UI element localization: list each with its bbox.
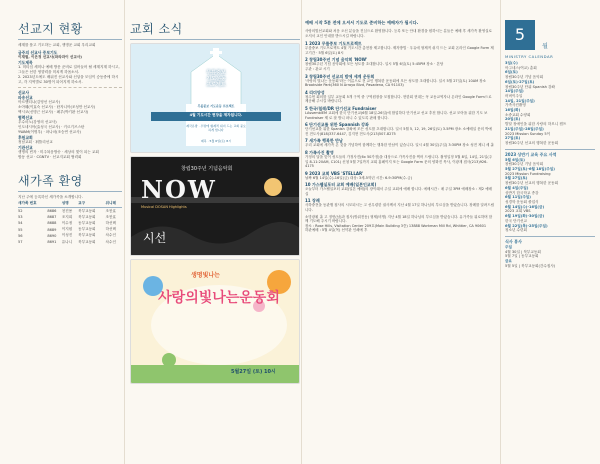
announcement-title: 1 2023 무릎중보 기도프로젝트 bbox=[305, 41, 362, 47]
mission-intro: 세계를 품고 기도하는 교회, 생명운 교회 우리교회 bbox=[18, 43, 96, 47]
announcement-item bbox=[305, 74, 495, 88]
announcement-body: 가정의 달을 맞이 성도들의 가정사진(6x 50가정)을 대상으로 가족사진을 찍어 드립니다. 촬영일정 5월 8일, 14일, 21일(주일 8-11:20AM, C101) 신청 5월 7일까지 교회 홈페이지 또는 Google Form 문의 양화진 목사, 이광재 집사(213)926-4175 bbox=[305, 154, 493, 169]
fold-line bbox=[124, 0, 125, 464]
table-cell: 동부교동회 bbox=[78, 227, 96, 232]
table-cell: 하선택 bbox=[105, 220, 116, 225]
month-number: 5 bbox=[505, 20, 535, 50]
prayer-project-badge: 무릎중보 기도운동 프로젝트 bbox=[197, 104, 235, 108]
calendar-date: 6월 19일(화)-30일(금) bbox=[505, 214, 545, 219]
calendar-text: 창립30주년 단위 Spanish 강좌 bbox=[505, 84, 555, 89]
new-family-intro: 지난 주에 등록하신 새가족을 소개합니다. bbox=[18, 195, 83, 199]
sports-day-card bbox=[130, 259, 300, 384]
meal-list bbox=[505, 245, 595, 269]
concert-card bbox=[130, 156, 300, 256]
month-label: 월 bbox=[542, 43, 548, 50]
announcement-item bbox=[305, 90, 495, 104]
meal-title: 식사 봉사 bbox=[505, 236, 595, 245]
calendar-text: 한국 단기선교 bbox=[505, 218, 527, 223]
sports-day-subtitle: 생명빛나는 bbox=[191, 272, 220, 279]
calendar-entry bbox=[505, 176, 595, 185]
table-cell: 유나니 bbox=[61, 239, 73, 244]
calendar-date: 5월 27일(토)-6월 18일(주일) bbox=[505, 167, 555, 172]
announcement-body: '사랑의 빛나는 운동회'라는 이름으로 전 교인 행복한 운동회에 모든 성도를 초대합니다. 일시 5월 27일(토) 10AM 장소 Brookside Park(360 N Arroyo Blvd, Pasadena, CA 91103) bbox=[305, 78, 487, 88]
calendar-entry bbox=[505, 99, 595, 108]
education-title: 2023 상반기 교육 주요 사역 bbox=[505, 149, 595, 158]
new-family-title: 새가족 환영 bbox=[18, 172, 122, 192]
calendar-date: 금요 bbox=[505, 259, 512, 264]
calendar-text: 2023 Mission Fundraising bbox=[505, 171, 551, 176]
announcement-title: 4 리더양성 bbox=[305, 89, 325, 95]
announcement-title: 6 단기선교를 위한 Spannish 강좌 bbox=[305, 122, 369, 128]
calendar-list bbox=[505, 61, 595, 146]
announcement-item bbox=[305, 122, 495, 136]
calendar-entry bbox=[505, 186, 595, 195]
calendar-text: 4월 30일 | 북부교동회 5월 7일 | 동부교동회 bbox=[505, 249, 541, 259]
calendar-date: 3일(수) bbox=[505, 61, 518, 65]
table-cell: 북부교동회 bbox=[78, 214, 96, 219]
announcement-item bbox=[305, 57, 495, 71]
announcement-title: 9 2023 교회 VBS 'STELLAR' bbox=[305, 170, 364, 176]
church-news-title: 교회 소식 bbox=[130, 20, 300, 40]
concert-script: 시선 bbox=[143, 231, 167, 245]
announcement-title: 2 창립30주년 기념 음악회 'NOW' bbox=[305, 57, 368, 63]
calendar-date: 6일(토)·27일(토) bbox=[505, 79, 535, 84]
calendar-date: 27일(토) bbox=[505, 136, 521, 141]
announcements-column bbox=[305, 20, 495, 233]
calendar-date: 16일(화) bbox=[505, 108, 521, 113]
calendar-entry bbox=[505, 158, 595, 167]
announcement-body: 무릎중보 기도프로젝트 4월 기도시간 총현장 제고합니다. 제자방법 · 우유에 형제적 쉬지 드는 교회 온라인 Google Form 제고기간 · 5월 6일(토) 8시 bbox=[305, 46, 494, 55]
table-cell: 북부교동회 bbox=[78, 208, 96, 213]
education-list bbox=[505, 158, 595, 233]
table-cell: 56 bbox=[18, 233, 23, 238]
missions-label: 선교사 bbox=[18, 90, 30, 95]
region-text: 우수마노(강영의 선교사) 인도네시아(효성국 선교사) · 키르기즈스탄 YWAM(이명우) · 파나마(조승연 선교사) bbox=[18, 120, 85, 134]
table-cell: 54 bbox=[18, 221, 23, 226]
announcement-body: 단기선교를 위한 Spanish 강좌에 모든 성도를 초대합니다. 일시 5월 5, 12, 19, 26일(토) 3-5PM 장소 소예배실 문의 박예진 전도사(818)337-6447, 김지현 전도사(213)507-8275 bbox=[305, 127, 492, 136]
new-family-table bbox=[18, 200, 122, 245]
announcement-list bbox=[305, 41, 495, 212]
calendar-text: 창립30주년 기념 음악회 bbox=[505, 162, 544, 167]
calendar-text: 창립30주년 선교의 행복한 운동회 bbox=[505, 140, 559, 145]
table-cell: 8688 bbox=[47, 221, 57, 226]
col-header: 위니테 bbox=[106, 200, 122, 208]
calendar-date: 20일(토) bbox=[505, 117, 521, 122]
calendar-text: 소중교회 수양회 bbox=[505, 112, 531, 117]
left-column bbox=[18, 20, 122, 245]
announcement-item bbox=[305, 106, 495, 120]
prayer-project-title: 무릎중보 기도운동 프로젝트 bbox=[206, 70, 226, 88]
calendar-entry bbox=[505, 127, 595, 136]
region-text: 생명의 빈자 · 미주복음방송 · 세상의 빛이 되는 교회 합동 선교 · CGNTV · 선교지교회 협력회 bbox=[18, 150, 99, 159]
announcement-title: 3 창립30주년 선교의 밤에 세계 운동회 bbox=[305, 73, 375, 79]
table-cell: 8690 bbox=[47, 233, 57, 238]
table-cell: 차수인 bbox=[105, 239, 116, 244]
concert-subtitle: Musical DOSAN Highlights bbox=[141, 205, 187, 209]
calendar-text: 상반기 한국학교 종강 bbox=[505, 190, 539, 195]
table-cell: 8691 bbox=[47, 240, 57, 245]
announcement-item bbox=[305, 150, 495, 169]
fold-line bbox=[301, 0, 302, 464]
calendar-text: 창립30주년 선교의 행복한 운동회 bbox=[505, 181, 559, 186]
prayer-label: 기도제목 bbox=[18, 60, 33, 65]
calendar-head: MINISTRY CALENDAR bbox=[505, 54, 554, 59]
table-cell: 북부교동회 bbox=[78, 239, 96, 244]
calendar-entry bbox=[505, 205, 595, 214]
prayer-item-2: 2. 2023년도에도 배워진 선교사와 신앙을 모임이 승동중에 하시고, 각 지역별로 30명이 되어지게 하소서. bbox=[18, 75, 119, 84]
calendar-text: 2023 교회 VBS bbox=[505, 209, 531, 214]
announcement-item bbox=[305, 41, 495, 55]
calendar-entry bbox=[505, 195, 595, 204]
calendar-entry bbox=[505, 136, 595, 145]
table-cell: 57 bbox=[18, 240, 23, 245]
calendar-date: 5월 27일(토) bbox=[505, 176, 528, 181]
calendar-entry bbox=[505, 245, 595, 259]
prayer-project-card bbox=[130, 43, 300, 153]
table-cell: 천진용 bbox=[61, 208, 73, 213]
announcement-body: 우리 교회에 새가족 온 것을 기념하여 함께하는 행복한 만남이 있습니다. 일시 4월 30일(주일) 3:30PM 장소 성전 제니 세 홀 bbox=[305, 143, 494, 148]
calendar-date: 6일(토) bbox=[505, 70, 518, 75]
concert-title: 창립30주년 기념음악회 bbox=[181, 166, 233, 172]
announcements-head: 예배 시작 5분 전에 오셔서 기도로 준비하는 예배자가 됩시다. bbox=[305, 20, 419, 25]
announcement-body: 청수헌 회의를 일부 교동회 5개 구역 중 구역원장을 모집합니다. 현한회 현대는 꼭 교동교역자나 온라인 Google Form으로 제공해 주시길 바랍니다. bbox=[305, 94, 492, 104]
region-label: 후원교회 bbox=[18, 135, 33, 140]
announcement-body: 창립30주년 기념 음악회에 모든 성도를 초대합니다. 일시 5월 6일(토) 5:45PM 장소 · 본당 주관 : 관교 시기 bbox=[305, 62, 444, 71]
calendar-date: 6월 4일(주일) bbox=[505, 185, 529, 190]
table-cell: 52 bbox=[18, 209, 23, 214]
calendar-text: 아그네스(여교) 총회 bbox=[505, 65, 537, 70]
calendar-entry bbox=[505, 214, 595, 223]
announcement-item bbox=[305, 171, 495, 181]
calendar-text: 청소년 수련회 bbox=[505, 228, 527, 233]
calendar-text: 창립30주년 기념 음악회 bbox=[505, 75, 544, 80]
calendar-date: 14일(주일) bbox=[505, 89, 524, 94]
calendar-entry bbox=[505, 70, 595, 79]
table-cell: 하선택 bbox=[105, 227, 116, 232]
col-header: 새가족 번호 bbox=[18, 200, 47, 208]
region-label: 파송선교 bbox=[18, 95, 33, 100]
calendar-entry bbox=[505, 117, 595, 126]
mission-title: 선교지 현황 bbox=[18, 20, 122, 40]
region-text: 정남교회 · 휘틀리선교 bbox=[18, 140, 53, 144]
calendar-entry bbox=[505, 89, 595, 98]
table-cell: 53 bbox=[18, 215, 23, 220]
table-cell: 8689 bbox=[47, 227, 57, 232]
announcement-title: 7 새가족 행복한 만남 bbox=[305, 138, 343, 144]
sports-day-date: 5월27일 (토) 10시 bbox=[231, 369, 276, 375]
calendar-date: 6월 14일(수)-16일(금) bbox=[505, 204, 545, 209]
fold-line bbox=[500, 0, 501, 464]
table-cell: 8687 bbox=[47, 215, 57, 220]
announcement-item bbox=[305, 182, 495, 196]
calendar-date: 주일 bbox=[505, 244, 512, 249]
announcement-item bbox=[305, 198, 495, 212]
table-cell: 동부교동회 bbox=[78, 220, 96, 225]
calendar-entry bbox=[505, 259, 595, 268]
col-header: 성명 bbox=[62, 200, 78, 208]
table-cell: 조지희 bbox=[61, 214, 73, 219]
table-cell: 이성진 bbox=[61, 233, 73, 238]
table-cell: 북부교동회 bbox=[78, 233, 96, 238]
table-row bbox=[18, 239, 122, 245]
table-cell: 55 bbox=[18, 227, 23, 232]
calendar-date: 21일(주일)·28일(주일) bbox=[505, 126, 544, 131]
announcement-title: 8 가족사진 촬영 bbox=[305, 149, 334, 155]
table-cell: 이지원 bbox=[61, 227, 73, 232]
table-row bbox=[18, 208, 122, 215]
announcement-title: 10 가스펠실포터 교회 예배(일본인교회) bbox=[305, 182, 377, 188]
announcement-title: 11 장례 bbox=[305, 198, 320, 204]
region-list bbox=[18, 95, 122, 160]
sports-day-title: 사랑의빛나는운동회 bbox=[158, 290, 280, 306]
calendar-date: 6월 11일(주일) bbox=[505, 195, 531, 200]
funeral-text: 소망광휘 홀 고 정헌(남)과 집사(방위전동) 형제(비명) 지난 4월 18일 하나님의 부르심을 받았습니다. 유가족들 위로하며 함께 기도해 주시기 바랍니다. bbox=[305, 214, 493, 224]
calendar-text: 가족사진촬영 bbox=[505, 103, 526, 108]
prayer-project-date: 제목 · 5월 6일(토) 8시 bbox=[200, 139, 232, 143]
calendar-text: 어버이주일 bbox=[505, 93, 523, 98]
col-header: 교구 bbox=[78, 200, 105, 208]
announcement-body: LAssemblEM 교회에 한국 단기선교(6월 18일-26일)에 합업하다 단기선교 선교 추천 합니다. 선교 모아을 위한 기도 보 Fundraiser 제 로 잘 방니 파니 수 있도록 판매 합니다. bbox=[305, 110, 488, 120]
prayer-item-1: 1. 미티임 세미나 예배 방문 준비로 걸어들어 될 세계지계 하시고, 그들은 선한 영향력을 미치게 하옵소서. bbox=[18, 65, 120, 74]
region-text: 아르헨티나(김영선 선교사) 소아웨(이효숙 선교사) · 탄자니아(조성만 선교사) 멕시코(신명근 선교사) · 페루(박기완 선교사) bbox=[18, 100, 96, 114]
prayer-project-detail: 제국유방 · 우방에 형제적 쉬지 드는 교회 중요하게 합니다 bbox=[186, 124, 246, 132]
prayer-subtitle: 금주의 선교사 중보기도 bbox=[18, 50, 58, 55]
concert-brand: NOW bbox=[141, 175, 217, 204]
calendar-date: 14일, 21일(주일) bbox=[505, 98, 535, 103]
table-cell: 조봉효 bbox=[105, 208, 116, 213]
calendar-date: 5월 6일(토) bbox=[505, 157, 525, 162]
funeral-address: 장소 : Rose Hills, Visitation Center 209호(Main Building 3층) 13888 Workman Mill Rd, Whittier, CA 90601 bbox=[305, 223, 487, 228]
funeral-time: 하관예배 : 5월 4일(목) 선약관 인쇄예 후 bbox=[305, 228, 368, 233]
region-label: 협력선교 bbox=[18, 115, 33, 120]
calendar-text: 5월 5일 | 북부교동회(간수집사) bbox=[505, 263, 556, 268]
calendar-entry bbox=[505, 61, 595, 70]
calendar-column bbox=[505, 20, 595, 268]
calendar-entry bbox=[505, 224, 595, 233]
announcement-body: 오늘부터 가스펠실포터 교회(일본 예배)의 장이래서 주일 교회에 예배 합니다. 에배시간 : 매 주일 3PM 예배장소 : 제2 예배실 bbox=[305, 187, 492, 196]
announcement-body: 날짜 6월 14일(수)-16일(금) 대상: 3세-5학년 시간: 6-9:30PM(수-금) bbox=[305, 175, 413, 180]
prayer-project-line: 4월 기도시간 현장을 제자됩니다. bbox=[189, 113, 243, 117]
announcement-body: 사하중전을 동관행 집사의 시모되시는 고 선무령한 권사께서 지난 4월 17일 하나님의 부르심을 받았습니다. 장례를 알려드립니다. bbox=[305, 203, 495, 213]
announcement-title: 5 한국/칠레/DR 단기선교 Fundraiser bbox=[305, 105, 377, 111]
calendar-entry bbox=[505, 80, 595, 89]
prayer-missionary: 이재범, 이은정 선교사(파라과이 선교사) bbox=[18, 55, 82, 59]
calendar-text: 2023 Mission Sunday 5이 bbox=[505, 131, 551, 136]
calendar-date: 6월 22일(목)-25일(주일) bbox=[505, 223, 548, 228]
table-cell: 차수인 bbox=[105, 233, 116, 238]
table-cell: 이수정 bbox=[61, 220, 73, 225]
table-cell: 조봉효 bbox=[105, 214, 116, 219]
middle-column bbox=[130, 20, 300, 387]
table-cell: 8686 bbox=[47, 209, 57, 214]
announcement-item bbox=[305, 138, 495, 148]
prayer-project-illustration bbox=[131, 44, 300, 153]
welcome-text: 사랑의빛선교회와 처음 오신 분들을 진심으로 환영합니다. 등록 또는 안내 환경을 원하시는 분들은 예배 후 새가족 환영실로 오셔서 교인 안내를 받으시길 바랍니다. bbox=[305, 29, 492, 38]
calendar-text: 성경학 운동회 졸업식 bbox=[505, 199, 539, 204]
calendar-text: 발달 장애인을 위한 사랑의 하모니 캠프 bbox=[505, 122, 567, 127]
region-label: 기관선교 bbox=[18, 145, 33, 150]
